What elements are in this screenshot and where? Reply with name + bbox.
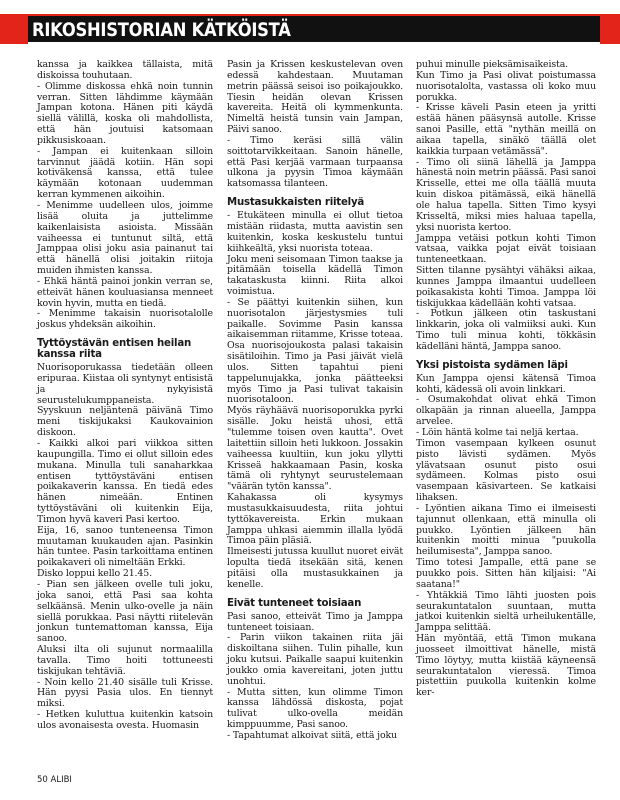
paragraph: Nuorisoporukassa tiedetään olleen eripuraa. Kiistaa oli syntynyt entisistä ja nykyisistä seurustelukumppaneista.	[37, 362, 213, 406]
paragraph: - Olimme diskossa ehkä noin tunnin verran. Sitten lähdimme käymään Jampan kotona. Hänen piti käydä siellä välillä, koska oli mahdollista, että hän joutuisi katsomaan pikkusiskoaan.	[37, 80, 213, 146]
paragraph: - Pian sen jälkeen ovelle tuli joku, joka sanoi, että Pasi saa kohta selkäänsä. Menin ulko-ovelle ja näin siellä porukkaa. Pasi näytti riitelevän jonkun tuntemattoman kanssa, Eija sanoo.	[37, 578, 213, 645]
paragraph: Eija, 16, sanoo tunteneensa Timon muutaman kuukauden ajan. Pasinkin hän tuntee. Pasin tarkoittama entinen poikakaveri oli nimeltään Erkki.	[37, 524, 213, 569]
article-column-1	[37, 60, 213, 732]
paragraph: Sitten tilanne pysähtyi vähäksi aikaa, kunnes Jamppa ilmaantui uudelleen poikasakista kohti Timoa. Jamppa löi tiskijukkaa kädellään kohti vatsaa.	[416, 265, 596, 309]
paragraph: puhui minulle pieksämisaikeista.	[416, 59, 569, 70]
paragraph: Timon vasempaan kylkeen osunut pisto lävisti sydämen. Myös ylävatsaan osunut pisto osui sydämeen. Kolmas pisto osui vasempaan käsivarteen. Se katkaisi lihaksen.	[416, 437, 596, 504]
paragraph: Kun Timo ja Pasi olivat poistumassa nuorisotalolta, vastassa oli koko muu porukka.	[416, 69, 596, 103]
paragraph: - Yhtäkkiä Timo lähti juosten pois seurakuntatalon suuntaan, mutta jatkoi kuitenkin sieltä urheilukentälle, Jamppa selittää.	[416, 589, 596, 634]
paragraph: Ilmeisesti jutussa kuullut nuoret eivät lopulta tiedä itsekään sitä, kenen pitäisi olla mustasukkainen ja kenelle.	[227, 546, 403, 590]
paragraph: Osa nuorisojoukosta palasi takaisin sisätiloihin. Timo ja Pasi jäivät vielä ulos. Sitten tapahtui pieni tappelunujakka, jonka päätteeksi myös Timo ja Pasi tulivat takaisin nuorisotaloon.	[227, 340, 403, 406]
paragraph: - Tapahtumat alkoivat siitä, että joku	[227, 729, 397, 741]
paragraph: - Mutta sitten, kun olimme Timon kanssa lähdössä diskosta, pojat tulivat ulko-ovella meidän kimppuumme, Pasi sanoo.	[227, 686, 403, 731]
paragraph: Timo totesi Jampalle, että pane se puukko pois. Sitten hän kiljaisi: "Ai saatana!"	[416, 557, 596, 590]
page-footer: 50 ALIBI	[37, 775, 72, 785]
paragraph: Kahakassa oli kysymys mustasukkaisuudesta, riita johtui tyttökavereista. Erkin mukaan Jamppa uhkasi aiemmin illalla lyödä Timoa päin pläsiä.	[227, 492, 403, 547]
article-column-2	[227, 60, 403, 742]
page-title: RIKOSHISTORIAN KÄTKÖISTÄ	[32, 19, 291, 41]
paragraph: - Menimme takaisin nuorisotalolle joskus yhdeksän aikoihin.	[37, 308, 213, 331]
paragraph: - Osumakohdat olivat ehkä Timon olkapään ja rinnan alueella, Jamppa arvelee.	[416, 394, 596, 428]
section-heading: Mustasukkaisten riitelyä	[227, 197, 365, 209]
paragraph: - Lyöntien aikana Timo ei ilmeisesti tajunnut ollenkaan, että minulla oli puukko. Lyöntien jälkeen hän kuitenkin moitti minua "puukolla heilumisesta", Jamppa sanoo.	[416, 502, 596, 558]
paragraph: Hän myöntää, että Timon mukana juosseet ilmoittivat hänelle, mistä Timo löytyy, mutta kiistää käyneensä seurakuntatalon vieressä. Timoa pistettiin puukolla kuitenkin kolme ker-	[416, 633, 596, 699]
paragraph: - Timo keräsi sillä välin soittotarvikkeitaan. Sanoin hänelle, että Pasi kerjää varmaan turpaansa ulkona ja pyysin Timoa käymään katsomassa tilanteen.	[227, 134, 403, 190]
paragraph: - Krisse käveli Pasin eteen ja yritti estää hänen pääsynsä autolle. Krisse sanoi Pasille, että "nythän meillä on aikaa tapella, sinäkö täällä olet kaikkia turpaan vetämässä".	[416, 102, 596, 157]
paragraph: - Menimme uudelleen ulos, joimme lisää oluita ja juttelimme kaikenlaisista asioista. Missään vaiheessa ei tuntunut siltä, että Jamppaa olisi joku asia painanut tai että hänellä olisi joitakin riitoja muiden ihmisten kanssa.	[37, 199, 213, 277]
paragraph: Pasi sanoo, etteivät Timo ja Jamppa tunteneet toisiaan.	[227, 610, 403, 633]
section-heading: Yksi pistoista sydämen läpi	[416, 359, 568, 371]
paragraph: Jamppa vetäisi potkun kohti Timon vatsaa, vaikka pojat eivät toisiaan tunteneetkaan.	[416, 232, 596, 266]
section-heading: Eivät tunteneet toisiaan	[227, 597, 362, 609]
paragraph: kanssa ja kaikkea tällaista, mitä diskoissa touhutaan.	[37, 59, 213, 81]
paragraph: - Hetken kuluttua kuitenkin katsoin ulos avonaisesta ovesta. Huomasin	[37, 709, 213, 731]
paragraph: - Löin häntä kolme tai neljä kertaa.	[416, 427, 579, 438]
paragraph: - Potkun jälkeen otin taskustani linkkarin, joka oli valmiiksi auki. Kun Timo tuli minua kohti, tökkäsin kädelläni häntä, Jamppa sanoo.	[416, 308, 596, 352]
paragraph: - Se päättyi kuitenkin siihen, kun nuorisotalon järjestysmies tuli paikalle. Sovimme Pasin kanssa aikaisemman riitamme, Krisse toteaa.	[227, 296, 403, 341]
paragraph: - Kaikki alkoi pari viikkoa sitten kaupungilla. Timo ei ollut silloin edes mukana. Minulla tuli sanaharkkaa entisen tyttöystäväni entisen poikakaverin kanssa. En tiedä edes hänen nimeään. Entinen tyttöystäväni oli kuitenkin Eija, Timon hyvä kaveri Pasi kertoo.	[37, 438, 213, 525]
paragraph: - Parin viikon takainen riita jäi diskoiltana siihen. Tulin pihalle, kun joku kutsui. Paikalle saapui kuitenkin joukko omia kavereitani, joten juttu unohtui.	[227, 632, 403, 687]
paragraph: - Etukäteen minulla ei ollut tietoa mistään riidasta, mutta aavistin sen kuitenkin, koska keskustelu tuntui kiihkeältä, yksi nuorista toteaa.	[227, 210, 403, 254]
section-heading: Tyttöystävän entisen heilan kanssa riita	[37, 338, 192, 361]
paragraph: - Jampan ei kuitenkaan silloin tarvinnut jäädä kotiin. Hän sopi kotiväkensä kanssa, että tulee käymään kotonaan uudemman kerran kymmenen aikoihin.	[37, 145, 213, 201]
paragraph: - Ehkä häntä painoi jonkin verran se, etteivät hänen kouluasiansa menneet kovin hyvin, mutta en tiedä.	[37, 275, 213, 309]
paragraph: Myös räyhäävä nuorisoporukka pyrki sisälle. Joku heistä uhosi, että "tulemme toisen oven kautta". Ovet laitettiin silloin heti lukkoon. Jossakin vaiheessa kuultiin, kun joku yllytti Krisseä hakkaamaan Pasin, koska tämä oli ryhtynyt seurustelemaan "väärän tytön kanssa".	[227, 405, 403, 493]
paragraph: Pasin ja Krissen keskustelevan oven edessä kahdestaan. Muutaman metrin päässä seisoi iso poikajoukko. Tiesin heidän olevan Krissen kavereita. Heitä oli kymmenkunta. Nimeltä heistä tunsin vain Jampan, Päivi sanoo.	[227, 59, 403, 136]
paragraph: - Timo oli siinä lähellä ja Jamppa hänestä noin metrin päässä. Pasi sanoi Krisselle, ettei me olla täällä muuta kuin diskoa pitämässä, eikä hänellä ole halua tapella. Sitten Timo kysyi Krisseltä, miksi mies haluaa tapella, yksi nuorista kertoo.	[416, 156, 596, 233]
paragraph: Syyskuun neljäntenä päivänä Timo meni tiskijukaksi Kaukovainion diskoon.	[37, 405, 213, 439]
paragraph: Disko loppui kello 21.45.	[37, 568, 152, 580]
paragraph: - Noin kello 21.40 sisälle tuli Krisse. Hän pyysi Pasia ulos. En tiennyt miksi.	[37, 676, 213, 710]
paragraph: Aluksi ilta oli sujunut normaalilla tavalla. Timo hoiti tottuneesti tiskijukan tehtäviä.	[37, 644, 213, 677]
paragraph: Joku meni seisomaan Timon taakse ja pitämään toisella kädellä Timon takataskusta kiinni. Riita alkoi voimistua.	[227, 253, 403, 298]
article-column-3	[416, 60, 596, 699]
paragraph: Kun Jamppa ojensi kätensä Timoa kohti, kädessä oli avoin linkkari.	[416, 372, 596, 395]
